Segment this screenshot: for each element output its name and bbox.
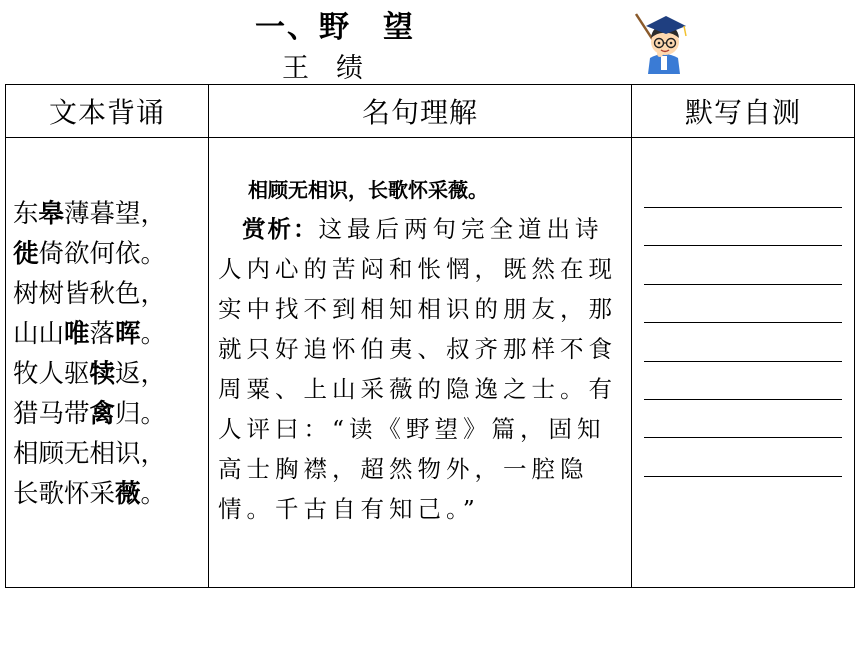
poem-key-character: 唯 — [64, 319, 90, 349]
poem-segment: 薄暮望， — [64, 199, 167, 229]
poem-line — [13, 394, 208, 434]
study-table — [5, 84, 855, 588]
analysis-cell — [209, 138, 632, 588]
table-header-row — [6, 85, 855, 138]
author-name: 王 绩 — [282, 53, 363, 84]
poem-segment: 长歌怀采 — [13, 479, 116, 509]
blank-answer-line[interactable] — [644, 400, 842, 438]
poem-line — [13, 274, 208, 314]
poem-line — [13, 354, 208, 394]
poem-segment: 归。 — [115, 399, 167, 429]
poem-line — [13, 194, 208, 234]
poem-segment: 牧人驱 — [13, 359, 90, 389]
analysis-text: 这最后两句完全道出诗人内心的苦闷和怅惘，既然在现实中找不到相知相识的朋友，那就只好追怀伯夷、叔齐那样不食周粟、上山采薇的隐逸之士。有人评曰：“读《野望》篇，固知高士胸襟，超然物外，一腔隐情。千古自有知己。” — [218, 215, 617, 523]
column-header-understanding: 名句理解 — [209, 85, 632, 138]
blank-answer-line[interactable] — [644, 438, 842, 476]
writing-lines — [632, 138, 854, 477]
lesson-title: 一、野 望 — [255, 10, 415, 45]
poem-key-character: 犊 — [89, 359, 116, 389]
poem-segment: 猎马带 — [13, 399, 90, 429]
table-body-row — [6, 138, 855, 588]
poem-line — [13, 434, 208, 474]
analysis-paragraph — [218, 209, 625, 529]
blank-answer-line[interactable] — [644, 362, 842, 400]
poem-key-character: 晖 — [115, 319, 141, 349]
poem-text — [6, 138, 208, 514]
blank-answer-line[interactable] — [644, 323, 842, 361]
poem-line — [13, 234, 208, 274]
poem-line — [13, 314, 208, 354]
poem-segment: 。 — [140, 319, 167, 349]
poem-segment: 返， — [115, 359, 167, 389]
column-header-self-test: 默写自测 — [632, 85, 855, 138]
poem-cell — [6, 138, 209, 588]
blank-answer-line[interactable] — [644, 246, 842, 284]
poem-segment: 树树皆秋色， — [13, 279, 167, 309]
poem-segment: 。 — [140, 479, 167, 509]
poem-key-character: 薇 — [115, 479, 141, 509]
analysis-label: 赏析： — [242, 215, 319, 243]
poem-key-character: 徙 — [13, 239, 39, 269]
poem-segment: 落 — [89, 319, 116, 349]
column-header-recitation: 文本背诵 — [6, 85, 209, 138]
poem-key-character: 皋 — [38, 199, 65, 229]
famous-line: 相顾无相识，长歌怀采薇。 — [248, 178, 488, 202]
self-test-cell — [632, 138, 855, 588]
poem-key-character: 禽 — [89, 399, 116, 429]
blank-answer-line[interactable] — [644, 208, 842, 246]
poem-segment: 东 — [13, 199, 39, 229]
poem-segment: 相顾无相识， — [13, 439, 167, 469]
poem-segment: 山山 — [13, 319, 65, 349]
poem-line — [13, 474, 208, 514]
teacher-mascot-icon — [632, 10, 696, 76]
poem-segment: 倚欲何依。 — [38, 239, 167, 269]
blank-answer-line[interactable] — [644, 285, 842, 323]
